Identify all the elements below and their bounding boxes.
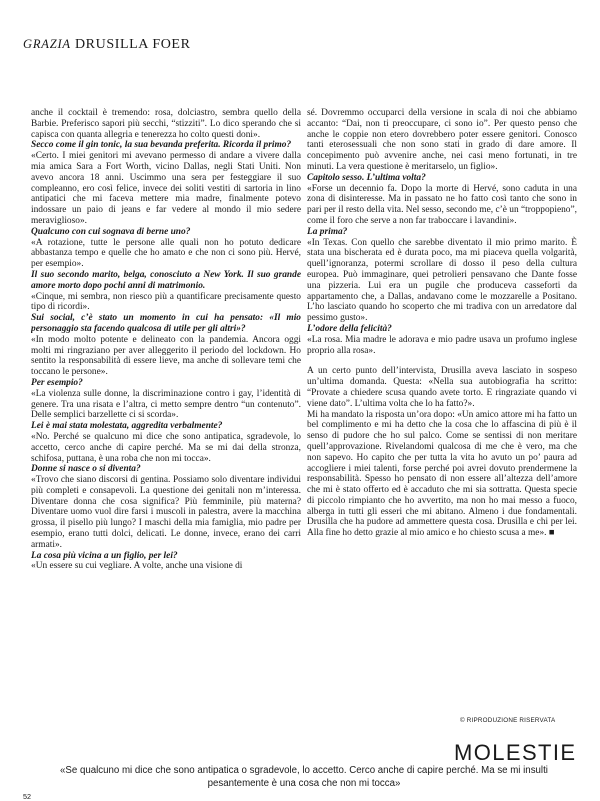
interview-question: Secco come il gin tonic, la sua bevanda preferita. Ricorda il primo? [31,140,292,151]
running-header [23,37,191,53]
interview-question: La cosa più vicina a un figlio, per lei? [31,550,178,561]
article-paragraph: «La violenza sulle donne, la discriminazione contro i gay, l’identità di genere. Tra una risata e l’altra, ci metto sempre dentro “un contenuto”. Delle semplici barzellette ci si scorda». [31,388,301,421]
magazine-name: GRAZIA [23,37,71,51]
article-paragraph: «Cinque, mi sembra, non riesco più a quantificare precisamente questo tipo di ricordi». [31,291,301,313]
interview-question: Sui social, c’è stato un momento in cui ha pensato: «Il mio personaggio sta facendo qualcosa di utile per gli altri»? [31,313,301,334]
section-name: DRUSILLA FOER [74,37,191,52]
article-paragraph: «In Texas. Con quello che sarebbe diventato il mio primo marito. È stata una bischerata ed è durata poco, ma mi piaceva quella volgarità, quell’ignoranza, potermi scrollare di dosso il peso della cultura europea. Può immaginare, quei petrolieri pensavano che Dante fosse una pizzeria. Lui era un pugile che produceva casseforti da appartamento che, a Dallas, andavano come le mozzarelle a Positano. L’ho lasciato quando ho scoperto che mi tradiva con un arredatore dal pessimo gusto». [307,237,577,324]
article-paragraph: «No. Perché se qualcuno mi dice che sono antipatica, sgradevole, lo accetto, cerco anche di capire perché. Ma se mi dai della stronza, schifosa, puttana, è una roba che non mi tocca». [31,431,301,464]
interview-question: La prima? [307,226,348,237]
article-paragraph: «In modo molto potente e delineato con la pandemia. Ancora oggi molti mi ringraziano per aver alleggerito il periodo del lockdown. Ho sentito la responsabilità di essere lieve, ma anche di sollevare temi che toccano le persone». [31,334,301,378]
article-paragraph: sé. Dovremmo occuparci della versione in scala di noi che abbiamo accanto: “Dai, non ti preoccupare, ci sono io”. Per questo penso che anche le coppie non etero dovrebbero poter essere genitori. Conosco tanti eterosessuali che non sono stati in grado di dare amore. Il concepimento può avvenire anche, nei casi meno fortunati, in tre minuti. La vera questione è meritarselo, un figlio». [307,108,577,172]
article-column-left [31,108,301,728]
paragraph-spacer [307,356,577,366]
page-number: 52 [23,792,31,801]
interview-question: Lei è mai stata molestata, aggredita verbalmente? [31,421,223,432]
interview-question: Il suo secondo marito, belga, conosciuto a New York. Il suo grande amore morto dopo pochi anni di matrimonio. [31,269,301,291]
interview-question: Capitolo sesso. L’ultima volta? [307,172,426,183]
article-paragraph: A un certo punto dell’intervista, Drusilla aveva lasciato in sospeso un’ultima domanda. Questa: «Nella sua autobiografia ha scritto: “Provate a chiedere scusa quando avete torto. E ringraziate quando vi viene dato”. L’ultima volta che lo ha fatto?». [307,366,577,409]
interview-question: L’odore della felicità? [307,323,392,334]
copyright-notice: © RIPRODUZIONE RISERVATA [460,717,556,724]
interview-question: Donne si nasce o si diventa? [31,464,141,475]
article-paragraph: Mi ha mandato la risposta un’ora dopo: «Un amico attore mi ha fatto un bel complimento e mi ha detto che la cosa che lo affascina di più è il senso di pudore che ho sul palco. Come se sentissi di non meritare quell’approvazione. Rivelandomi qualcosa di me che è vero, ma che non sapevo. Ho capito che per tutta la vita ho avuto un po’ paura ad accogliere i miei talenti, forse perché poi avrei dovuto prendermene la responsabilità. Spesso ho pensato di non essere all’altezza dell’amore che mi è stato offerto ed è accaduto che mi sia sottratta. Questa specie di piccolo rimpianto che ho avvertito, ma non ho mai messo a fuoco, alberga in tutti gli esseri che mi abitano. Almeno i due fondamentali. Drusilla che ha pudore ad ammettere questa cosa. Drusilla e chi per lei. Alla fine ho detto grazie al mio amico e ho chiesto scusa a me». ■ [307,409,577,539]
interview-question: Per esempio? [31,377,83,388]
article-column-right [307,108,577,728]
article-paragraph: «Certo. I miei genitori mi avevano permesso di andare a vivere dalla mia amica Sara a Fort Worth, vicino Dallas, negli Stati Uniti. Non avevo ancora 18 anni. Uscimmo una sera per festeggiare il suo compleanno, ero così felice, invece dei soliti vestiti di sartoria in lino antipatici che mi faceva mettere mia madre, finalmente potevo indossare un paio di jeans e far vedere al mondo il mio sedere meraviglioso». [31,151,301,226]
pull-quote-text: «Se qualcuno mi dice che sono antipatica o sgradevole, lo accetto. Cerco anche di capire perché. Ma se mi insulti pesantemente è una cosa che non mi tocca» [60,765,548,789]
pull-quote-title: MOLESTIE [454,740,577,765]
article-paragraph: «Forse un decennio fa. Dopo la morte di Hervé, sono caduta in una zona di disinteresse. Ma in passato ne ho fatto così tanto che sono in pari per il resto della vita. Nel sesso, secondo me, c’è un “troppopieno”, come il foro che serve a non far traboccare i lavandini». [307,183,577,226]
article-paragraph: «Un essere su cui vegliare. A volte, anche una visione di [31,561,243,572]
article-paragraph: «A rotazione, tutte le persone alle quali non ho potuto dedicare abbastanza tempo e quelle che ho amato e che non ci sono più. Hervé, per esempio». [31,237,301,270]
article-paragraph: «Trovo che siano discorsi di gentina. Possiamo solo diventare individui più completi e consapevoli. La questione dei genitali non m’interessa. Diventare donna che cosa significa? Più femminile, più materna? Diventare uomo vuol dire farsi i muscoli in palestra, avere la macchina grossa, il pisello più lungo? I maschi della mia famiglia, mio padre per esempio, erano tutti dolci, delicati. Le donne, invece, erano dei carri armati». [31,475,301,550]
article-paragraph: anche il cocktail è tremendo: rosa, dolciastro, sembra quello della Barbie. Preferisco sapori più secchi, “stizziti”. Lo dico sperando che si capisca con quanta allegria e tenerezza ho colto questi doni». [31,108,301,140]
interview-question: Qualcuno con cui sognava di berne uno? [31,226,191,237]
article-paragraph: «La rosa. Mia madre le adorava e mio padre usava un profumo inglese proprio alla rosa». [307,334,577,356]
